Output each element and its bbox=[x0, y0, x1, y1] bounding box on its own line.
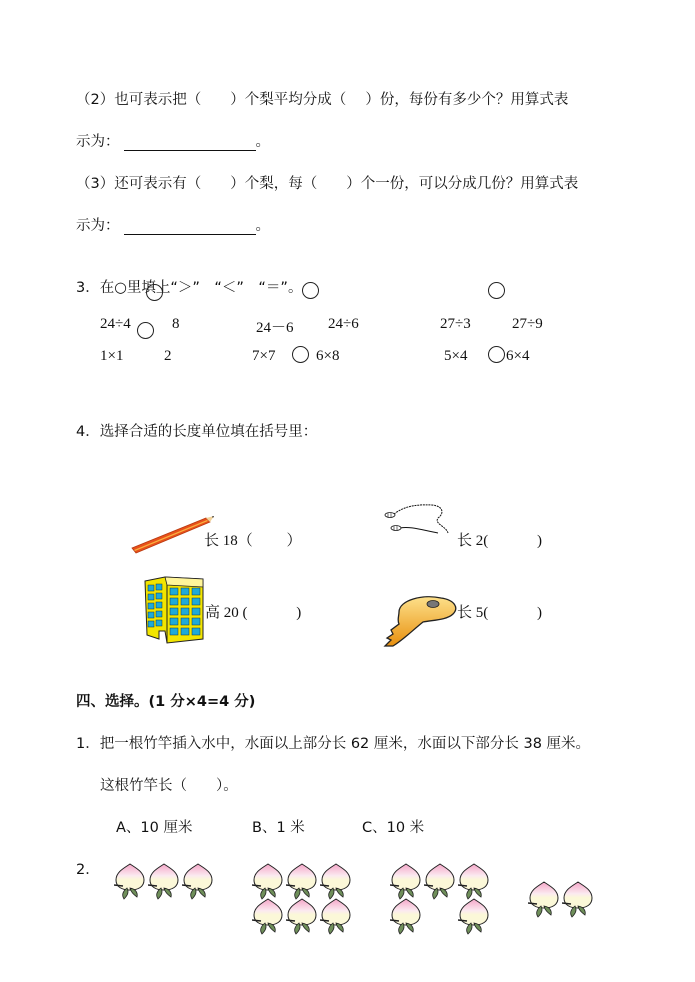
q3-r1c2-right: 24÷6 bbox=[328, 316, 359, 332]
peach-icon bbox=[114, 862, 146, 900]
q2-part2-answer-blank[interactable] bbox=[124, 136, 256, 151]
q2-part3-answer-blank[interactable] bbox=[124, 220, 256, 235]
compare-circle-3[interactable] bbox=[488, 282, 505, 299]
option-a[interactable]: A、10 厘米 bbox=[116, 820, 193, 836]
peach-icon bbox=[252, 862, 284, 900]
compare-circle-6[interactable] bbox=[488, 346, 505, 363]
section4-q2-label: 2． bbox=[76, 862, 100, 878]
peach-icon bbox=[320, 862, 352, 900]
q4-item-key-label: 长 5( ) bbox=[457, 605, 542, 621]
q3-r2c3-right: 6×4 bbox=[506, 348, 530, 364]
peach-icon bbox=[286, 862, 318, 900]
peach-icon bbox=[182, 862, 214, 900]
q4-item-building-label: 高 20 ( ) bbox=[205, 605, 302, 621]
q3-r1c1-right: 8 bbox=[172, 316, 180, 332]
q3-r1c1-left: 24÷4 bbox=[100, 316, 131, 332]
q3-r1c2-left: 24－6 bbox=[256, 320, 294, 336]
peach-icon bbox=[458, 862, 490, 900]
peach-icon bbox=[320, 897, 352, 935]
compare-circle-1[interactable] bbox=[146, 284, 163, 301]
peach-icon bbox=[390, 897, 422, 935]
q2-part3-line1: （3）还可表示有（ ）个梨，每（ ）个一份，可以分成几份？用算式表 bbox=[76, 176, 579, 192]
q2-part2-line1: （2）也可表示把（ ）个梨平均分成（ ）份，每份有多少个？用算式表 bbox=[76, 92, 569, 108]
q2-part2-prefix: 示为： bbox=[76, 134, 120, 150]
section4-q1-line1: 1．把一根竹竿插入水中，水面以上部分长 62 厘米，水面以下部分长 38 厘米。 bbox=[76, 736, 591, 752]
q4-title: 4．选择合适的长度单位填在括号里： bbox=[76, 424, 318, 440]
compare-circle-4[interactable] bbox=[137, 322, 154, 339]
option-c[interactable]: C、10 米 bbox=[362, 820, 425, 836]
q2-part2-suffix: 。 bbox=[255, 134, 270, 150]
section4-q1-line2: 这根竹竿长（ ）。 bbox=[100, 778, 238, 794]
q3-title: 3．在○里填上“＞” “＜” “＝”。 bbox=[76, 280, 303, 296]
peach-icon bbox=[390, 862, 422, 900]
peach-icon bbox=[562, 880, 594, 918]
compare-circle-2[interactable] bbox=[302, 282, 319, 299]
q3-r2c2-right: 6×8 bbox=[316, 348, 340, 364]
peach-icon bbox=[424, 862, 456, 900]
q4-item-rope-label: 长 2( ) bbox=[457, 533, 542, 549]
peach-icon bbox=[148, 862, 180, 900]
q2-part3-suffix: 。 bbox=[255, 218, 270, 234]
q3-r1c3-right: 27÷9 bbox=[512, 316, 543, 332]
q3-r2c1-left: 1×1 bbox=[100, 348, 124, 364]
compare-circle-5[interactable] bbox=[292, 346, 309, 363]
peach-icon bbox=[286, 897, 318, 935]
key-icon bbox=[383, 590, 463, 648]
rope-icon bbox=[382, 500, 462, 540]
q2-part2-line2 bbox=[76, 130, 270, 151]
q2-part3-prefix: 示为： bbox=[76, 218, 120, 234]
building-icon bbox=[143, 575, 205, 645]
q3-r2c3-left: 5×4 bbox=[444, 348, 468, 364]
option-b[interactable]: B、1 米 bbox=[252, 820, 305, 836]
q3-r2c1-right: 2 bbox=[164, 348, 172, 364]
q3-r2c2-left: 7×7 bbox=[252, 348, 276, 364]
q2-part3-line2 bbox=[76, 214, 270, 235]
pencil-icon bbox=[130, 512, 215, 554]
q4-item-pencil-label: 长 18（ ） bbox=[204, 533, 302, 549]
peach-icon bbox=[528, 880, 560, 918]
peach-icon bbox=[252, 897, 284, 935]
peach-icon bbox=[458, 897, 490, 935]
q3-r1c3-left: 27÷3 bbox=[440, 316, 471, 332]
section4-title: 四、选择。(1 分×4=4 分) bbox=[76, 694, 256, 710]
